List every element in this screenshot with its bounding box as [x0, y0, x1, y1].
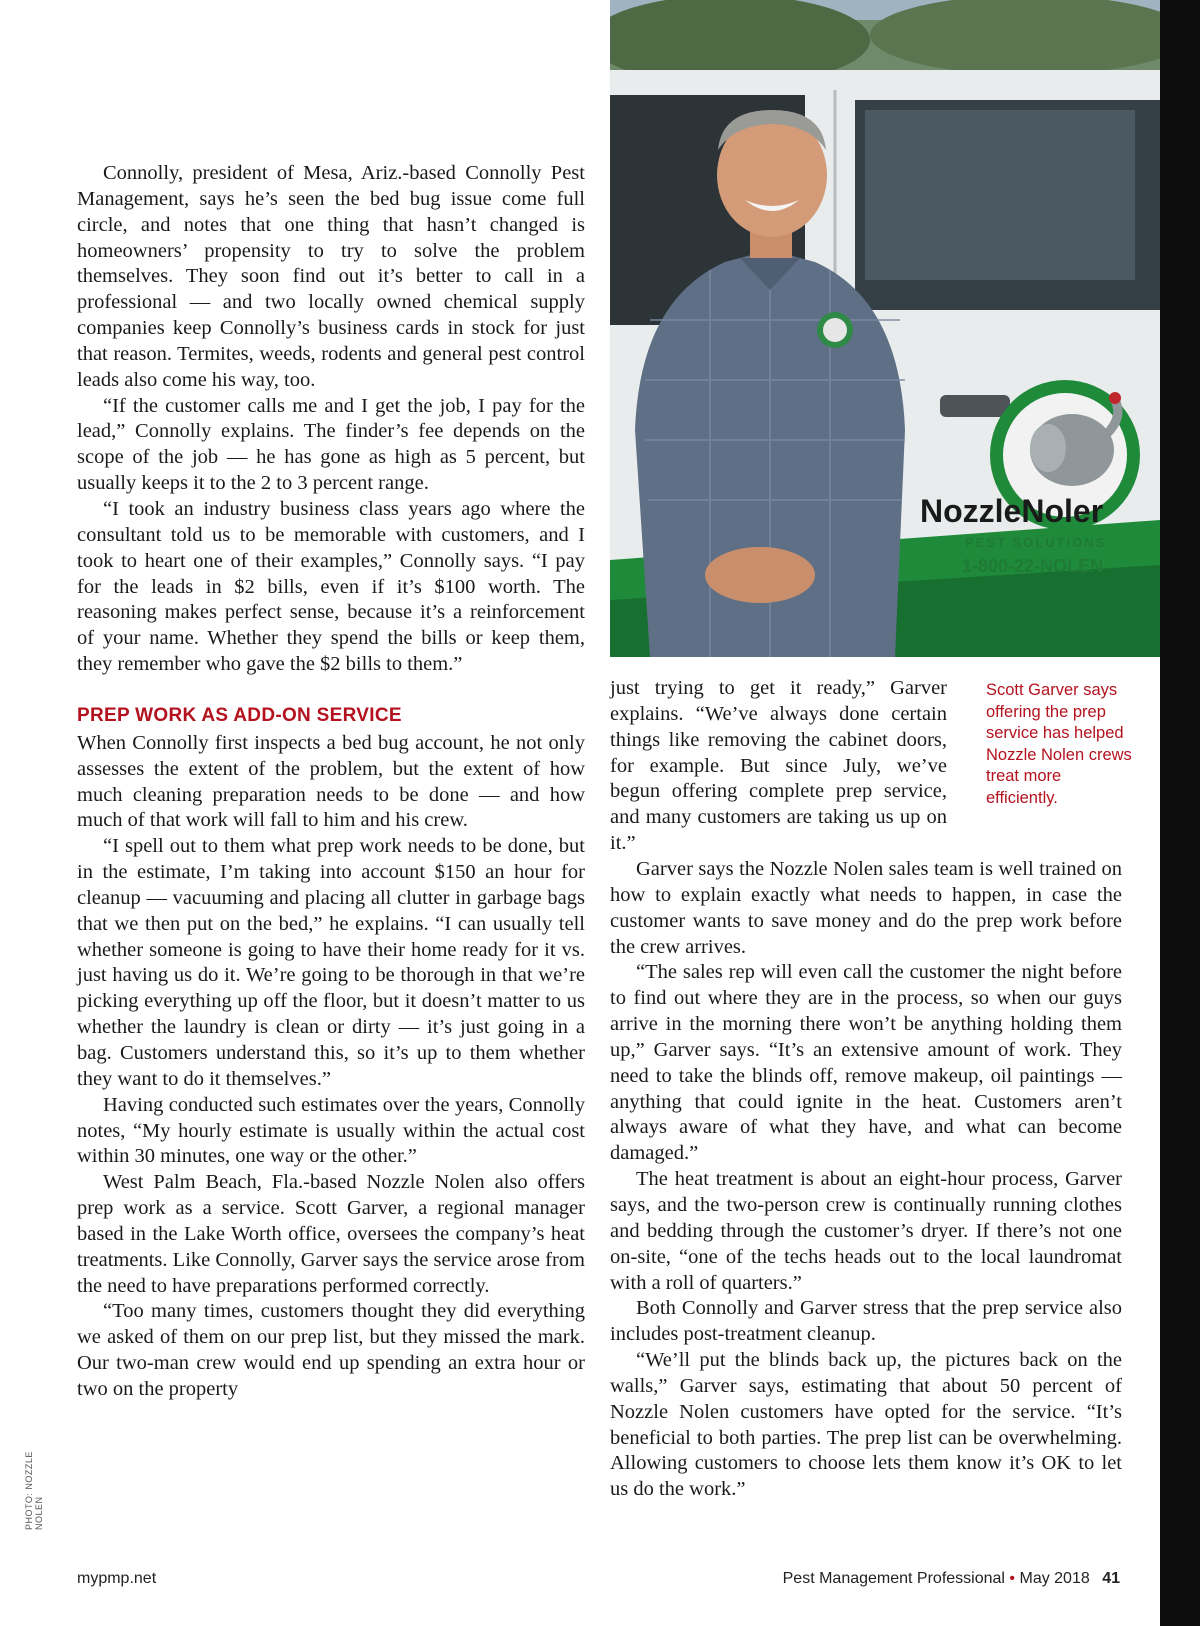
- paragraph: Having conducted such estimates over the years, Connolly notes, “My hourly estimate is usually within the actual cost within 30 minutes, one way or the other.”: [77, 1093, 585, 1168]
- footer-folio: [783, 1570, 1120, 1588]
- page-number: 41: [1102, 1570, 1120, 1587]
- paragraph: “I took an industry business class years ago where the consultant told us to be memorable with customers, and I took to heart one of their examples,” Connolly says. “I pay for the leads in $2 bills, even if it’s $100 worth. The reasoning makes perfect sense, because it’s a reinforcement of your name. Whether they spend the bills or keep them, they remember who gave the $2 bills to them.”: [77, 497, 585, 676]
- article-column-right-top: [610, 676, 947, 857]
- photo-credit: PHOTO: NOZZLE NOLEN: [24, 1451, 44, 1530]
- paragraph: When Connolly first inspects a bed bug account, he not only assesses the extent of the problem, but the extent of how much cleaning preparation needs to be done — and how much of that work will fall to him and his crew.: [77, 731, 585, 832]
- paragraph: West Palm Beach, Fla.-based Nozzle Nolen also offers prep work as a service. Scott Garver, a regional manager based in the Lake Worth office, oversees the company’s heat treatments. Like Connolly, Garver says the service arose from the need to have preparations performed correctly.: [77, 1171, 585, 1297]
- paragraph: “The sales rep will even call the customer the night before to find out where they are in the process, so when our guys arrive in the morning there won’t be anything holding them up,” Garver says. “It’s an extensive amount of work. They need to take the blinds off, remove makeup, oil paintings — anything that could ignite in the heat. Customers aren’t always aware of what they have, and what can become damaged.”: [610, 961, 1122, 1165]
- truck-brand: NozzleNoler: [920, 493, 1104, 529]
- paragraph: “We’ll put the blinds back up, the pictures back on the walls,” Garver says, estimating that about 50 percent of Nozzle Nolen customers have opted for the service. “It’s beneficial to both parties. The prep list can be overwhelming. Allowing customers to choose lets them know it’s OK to let us do the work.”: [610, 1349, 1122, 1501]
- paragraph: Both Connolly and Garver stress that the prep service also includes post-treatment cleanup.: [610, 1297, 1122, 1346]
- article-column-right: [610, 857, 1122, 1503]
- page-edge-bar: [1160, 0, 1200, 1626]
- paragraph: “Too many times, customers thought they did everything we asked of them on our prep list, but they missed the mark. Our two-man crew would end up spending an extra hour or two on the property: [77, 1300, 585, 1400]
- photo-caption: Scott Garver says offering the prep service has helped Nozzle Nolen crews treat more efficiently.: [986, 681, 1132, 807]
- paragraph: Connolly, president of Mesa, Ariz.-based Connolly Pest Management, says he’s seen the bed bug issue come full circle, and notes that one thing that hasn’t changed is homeowners’ propensity to try to solve the problem themselves. They soon find out it’s better to call in a professional — and two locally owned chemical supply companies keep Connolly’s business cards in stock for just that reason. Termites, weeds, rodents and general pest control leads also come his way, too.: [77, 162, 585, 391]
- paragraph: Garver says the Nozzle Nolen sales team is well trained on how to explain exactly what needs to happen, in case the customer wants to save money and do the prep work before the crew arrives.: [610, 858, 1122, 958]
- footer-website: mypmp.net: [77, 1570, 157, 1587]
- paragraph: The heat treatment is about an eight-hour process, Garver says, and the two-person crew is continually running clothes and bedding through the customer’s dryer. If there’s not one on-site, “one of the techs heads out to the local laundromat with a roll of quarters.”: [610, 1168, 1122, 1294]
- footer-date: May 2018: [1019, 1570, 1090, 1587]
- truck-phone: 1-800-22-NOLEN: [962, 556, 1104, 576]
- section-subhead: PREP WORK AS ADD-ON SERVICE: [77, 704, 402, 726]
- footer-publication: Pest Management Professional: [782, 1570, 1005, 1587]
- footer-bullet: •: [1009, 1570, 1016, 1587]
- paragraph: just trying to get it ready,” Garver explains. “We’ve always done certain things like removing the cabinet doors, for example. But since July, we’ve begun offering complete prep service, and many customers are taking us up on it.”: [610, 677, 947, 855]
- photo-technician-with-truck: [610, 0, 1160, 657]
- paragraph: “If the customer calls me and I get the job, I pay for the lead,” Connolly explains. The finder’s fee depends on the scope of the job — he has gone as high as 5 percent, but usually keeps it to the 2 to 3 percent range.: [77, 394, 585, 495]
- article-column-left: [77, 161, 585, 1403]
- paragraph: “I spell out to them what prep work needs to be done, but in the estimate, I’m taking into account $150 an hour for cleanup — vacuuming and placing all clutter in garbage bags that we then put on the bed,” he explains. “I can usually tell whether someone is going to have their home ready for it vs. just having us do it. We’re going to be thorough in that we’re picking everything up off the floor, but it doesn’t matter to us whether the laundry is clean or dirty — it’s just going in a bag. Customers understand this, so it’s up to them whether they want to do it themselves.”: [77, 835, 585, 1090]
- truck-tagline: PEST SOLUTIONS: [965, 535, 1107, 550]
